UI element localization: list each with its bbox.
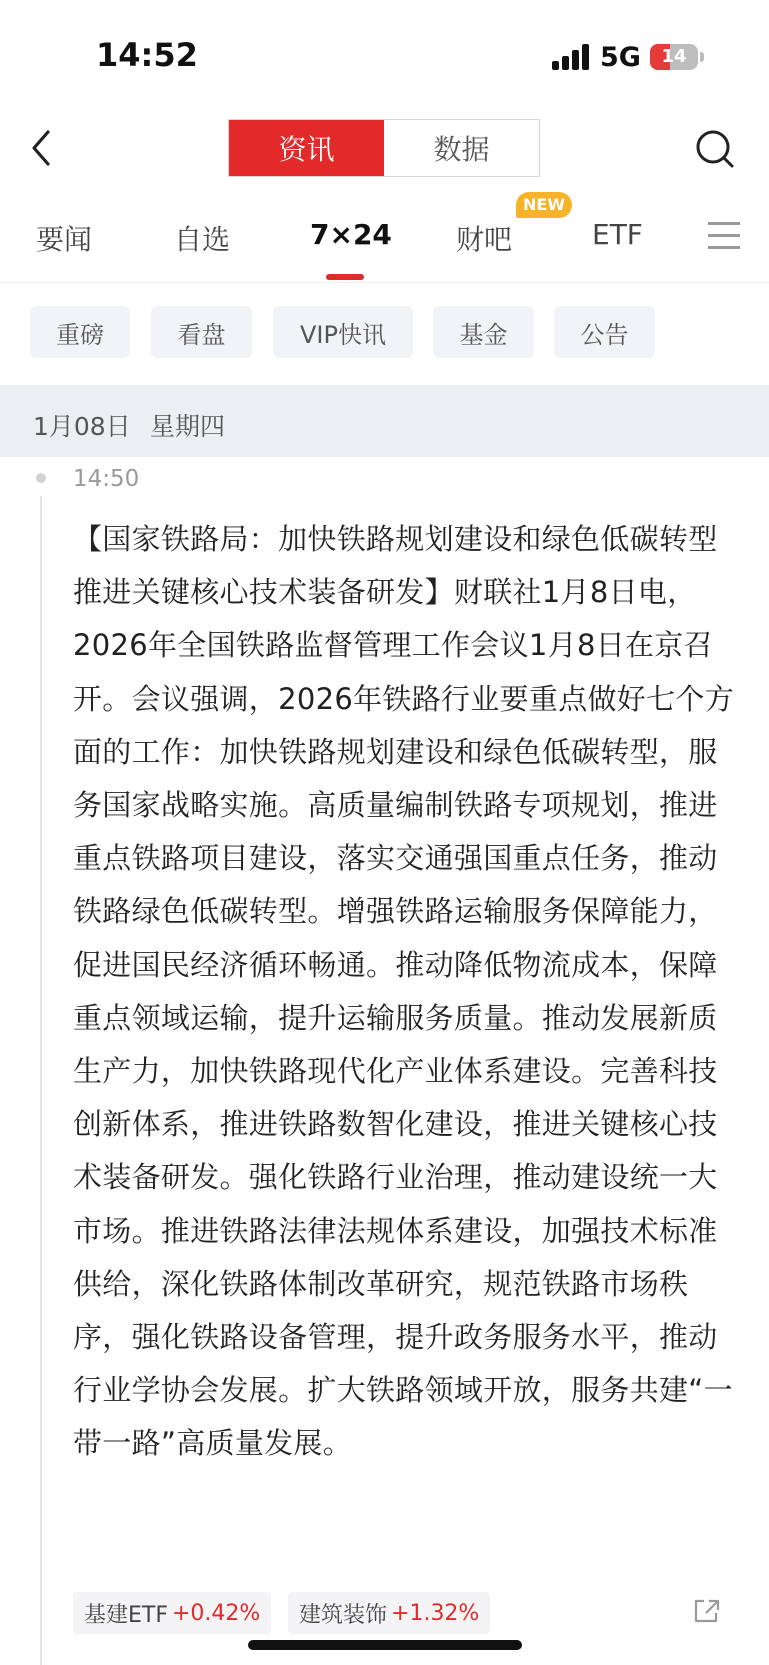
battery-icon (650, 44, 698, 70)
tag-change: +1.32% (391, 1600, 480, 1626)
new-badge: NEW (516, 192, 572, 218)
signal-icon (552, 44, 592, 70)
related-tag[interactable] (288, 1592, 490, 1634)
category-tabs (0, 196, 769, 283)
chip-market[interactable]: 看盘 (151, 306, 252, 358)
related-tag[interactable] (73, 1592, 271, 1634)
network-label: 5G (600, 42, 641, 73)
battery-level: 14 (661, 46, 687, 67)
active-tab-indicator (326, 274, 364, 280)
timeline-dot (36, 473, 46, 483)
tab-watchlist[interactable]: 自选 (174, 223, 231, 256)
timeline-line (40, 496, 42, 1665)
segment-data[interactable]: 数据 (384, 120, 539, 176)
status-time: 14:52 (96, 36, 198, 74)
news-body[interactable]: 【国家铁路局：加快铁路规划建设和绿色低碳转型 推进关键核心技术装备研发】财联社1月8日电，2026年全国铁路监督管理工作会议1月8日在京召开。会议强调，2026年铁路行业要重点做好七个方面的工作：加快铁路规划建设和绿色低碳转型，服务国家战略实施。高质量编制铁路专项规划，推进重点铁路项目建设，落实交通强国重点任务，推动铁路绿色低碳转型。增强铁路运输服务保障能力，促进国民经济循环畅通。推动降低物流成本，保障重点领域运输，提升运输服务质量。推动发展新质生产力，加快铁路现代化产业体系建设。完善科技创新体系，推进铁路数智化建设，推进关键核心技术装备研发。强化铁路行业治理，推动建设统一大市场。推进铁路法律法规体系建设，加强技术标准供给，深化铁路体制改革研究，规范铁路市场秩序，强化铁路设备管理，提升政务服务水平，推动行业学协会发展。扩大铁路领域开放，服务共建“一带一路”高质量发展。 (73, 522, 735, 1461)
tab-headlines[interactable]: 要闻 (36, 223, 93, 256)
chip-vip-flash[interactable]: VIP快讯 (273, 306, 413, 358)
tag-name: 建筑装饰 (299, 1602, 388, 1628)
menu-icon[interactable] (708, 222, 740, 250)
share-icon[interactable] (692, 1597, 722, 1625)
status-bar (0, 0, 769, 110)
search-icon[interactable] (694, 128, 736, 170)
battery-nub (700, 52, 704, 62)
back-arrow-icon[interactable] (28, 128, 58, 168)
news-time: 14:50 (73, 466, 140, 492)
tag-change: +0.42% (172, 1600, 261, 1626)
home-indicator (248, 1640, 522, 1650)
date-label: 1月08日 (33, 412, 131, 441)
chip-announcement[interactable]: 公告 (554, 306, 655, 358)
chip-important[interactable]: 重磅 (30, 306, 130, 358)
tag-name: 基建ETF (84, 1602, 168, 1628)
date-bar (0, 385, 769, 457)
segment-switcher (228, 119, 540, 177)
chip-fund[interactable]: 基金 (433, 306, 534, 358)
filter-chips (0, 306, 769, 360)
tab-etf[interactable]: ETF (592, 218, 643, 251)
tab-7x24[interactable]: 7×24 (310, 218, 392, 251)
tab-forum[interactable]: 财吧 (456, 223, 513, 256)
segment-news[interactable]: 资讯 (229, 120, 384, 176)
weekday-label: 星期四 (150, 412, 226, 441)
